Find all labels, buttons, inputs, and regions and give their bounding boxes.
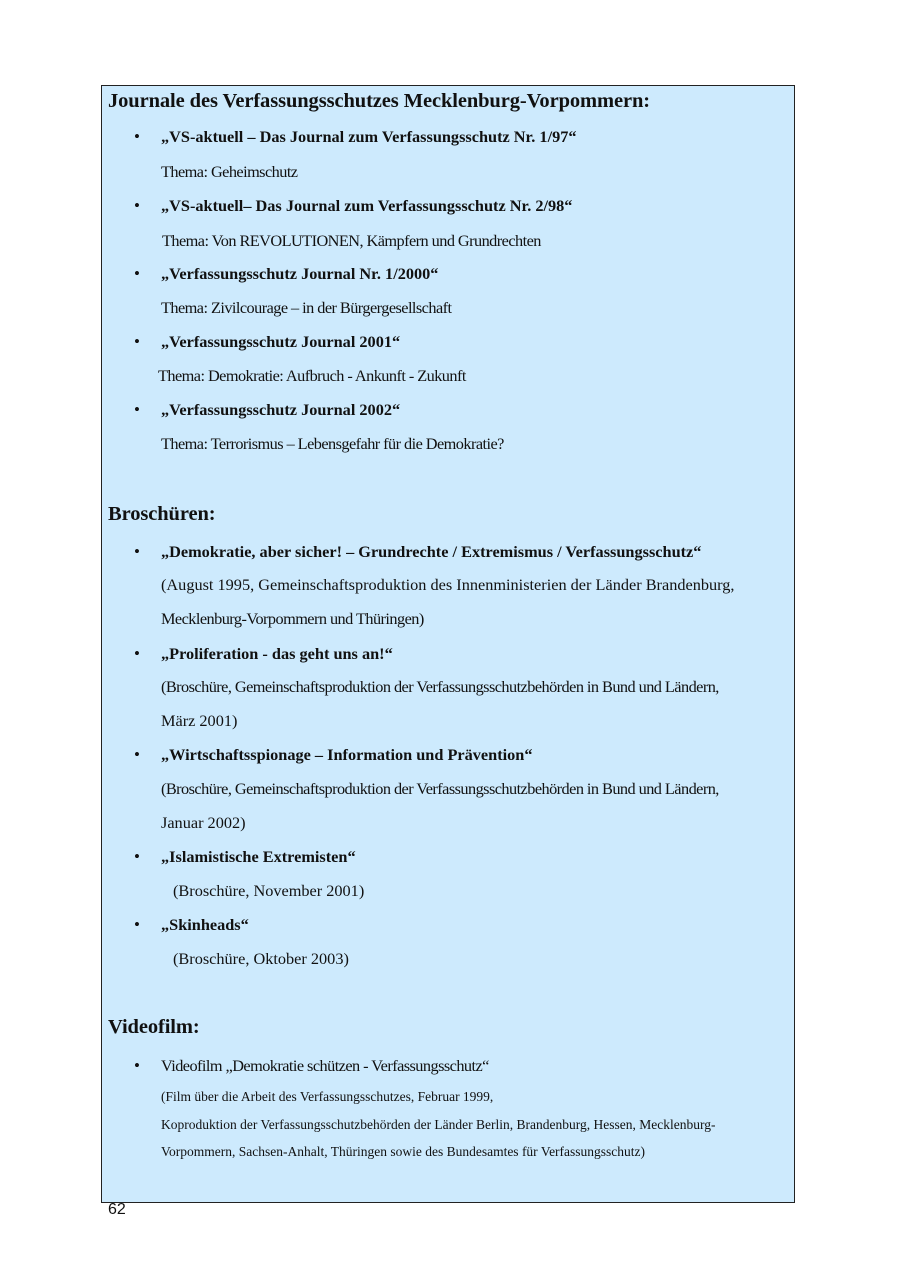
bullet: • bbox=[134, 196, 140, 215]
bullet: • bbox=[134, 542, 140, 561]
bullet: • bbox=[134, 1056, 140, 1075]
journal-topic-4: Thema: Demokratie: Aufbruch - Ankunft - Zukunft bbox=[158, 366, 466, 385]
journal-topic-2: Thema: Von REVOLUTIONEN, Kämpfern und Grundrechten bbox=[162, 231, 541, 250]
bullet: • bbox=[134, 847, 140, 866]
brochure-title-3: „Wirtschaftsspionage – Information und Prävention“ bbox=[161, 745, 533, 764]
journal-title-1: „VS-aktuell – Das Journal zum Verfassungsschutz Nr. 1/97“ bbox=[161, 127, 577, 146]
journal-topic-1: Thema: Geheimschutz bbox=[161, 162, 298, 181]
section-title-journals: Journale des Verfassungsschutzes Mecklenburg-Vorpommern: bbox=[108, 90, 651, 112]
brochure-title-4: „Islamistische Extremisten“ bbox=[161, 847, 356, 866]
journal-topic-5: Thema: Terrorismus – Lebensgefahr für die Demokratie? bbox=[161, 434, 504, 453]
brochure-title-1: „Demokratie, aber sicher! – Grundrechte / Extremismus / Verfassungsschutz“ bbox=[161, 542, 702, 561]
brochure-detail-1a: (August 1995, Gemeinschaftsproduktion des Innenministerien der Länder Brandenburg, bbox=[161, 575, 735, 594]
bullet: • bbox=[134, 332, 140, 351]
page-number: 62 bbox=[108, 1201, 126, 1218]
brochure-detail-2a: (Broschüre, Gemeinschaftsproduktion der Verfassungsschutzbehörden in Bund und Ländern, bbox=[161, 677, 719, 696]
brochure-detail-3a: (Broschüre, Gemeinschaftsproduktion der Verfassungsschutzbehörden in Bund und Ländern, bbox=[161, 779, 719, 798]
brochure-title-2: „Proliferation - das geht uns an!“ bbox=[161, 644, 393, 663]
bullet: • bbox=[134, 127, 140, 146]
info-box bbox=[101, 85, 795, 1203]
brochure-detail-3b: Januar 2002) bbox=[161, 813, 246, 832]
bullet: • bbox=[134, 745, 140, 764]
bullet: • bbox=[134, 400, 140, 419]
bullet: • bbox=[134, 264, 140, 283]
section-title-brochures: Broschüren: bbox=[108, 503, 216, 525]
bullet: • bbox=[134, 915, 140, 934]
brochure-detail-2b: März 2001) bbox=[161, 711, 238, 730]
journal-title-3: „Verfassungsschutz Journal Nr. 1/2000“ bbox=[161, 264, 439, 283]
journal-title-5: „Verfassungsschutz Journal 2002“ bbox=[161, 400, 401, 419]
journal-topic-3: Thema: Zivilcourage – in der Bürgergesellschaft bbox=[161, 298, 452, 317]
video-detail-1: (Film über die Arbeit des Verfassungsschutzes, Februar 1999, bbox=[161, 1089, 494, 1104]
journal-title-2: „VS-aktuell– Das Journal zum Verfassungsschutz Nr. 2/98“ bbox=[161, 196, 573, 215]
section-title-video: Videofilm: bbox=[108, 1016, 200, 1038]
brochure-title-5: „Skinheads“ bbox=[161, 915, 249, 934]
video-title: Videofilm „Demokratie schützen - Verfassungsschutz“ bbox=[161, 1056, 489, 1075]
brochure-detail-1b: Mecklenburg-Vorpommern und Thüringen) bbox=[161, 609, 424, 628]
brochure-detail-5: (Broschüre, Oktober 2003) bbox=[173, 949, 349, 968]
brochure-detail-4: (Broschüre, November 2001) bbox=[173, 881, 365, 900]
bullet: • bbox=[134, 644, 140, 663]
video-detail-3: Vorpommern, Sachsen-Anhalt, Thüringen sowie des Bundesamtes für Verfassungsschutz) bbox=[161, 1144, 646, 1159]
video-detail-2: Koproduktion der Verfassungsschutzbehörden der Länder Berlin, Brandenburg, Hessen, Mecklenburg- bbox=[161, 1117, 716, 1132]
journal-title-4: „Verfassungsschutz Journal 2001“ bbox=[161, 332, 401, 351]
